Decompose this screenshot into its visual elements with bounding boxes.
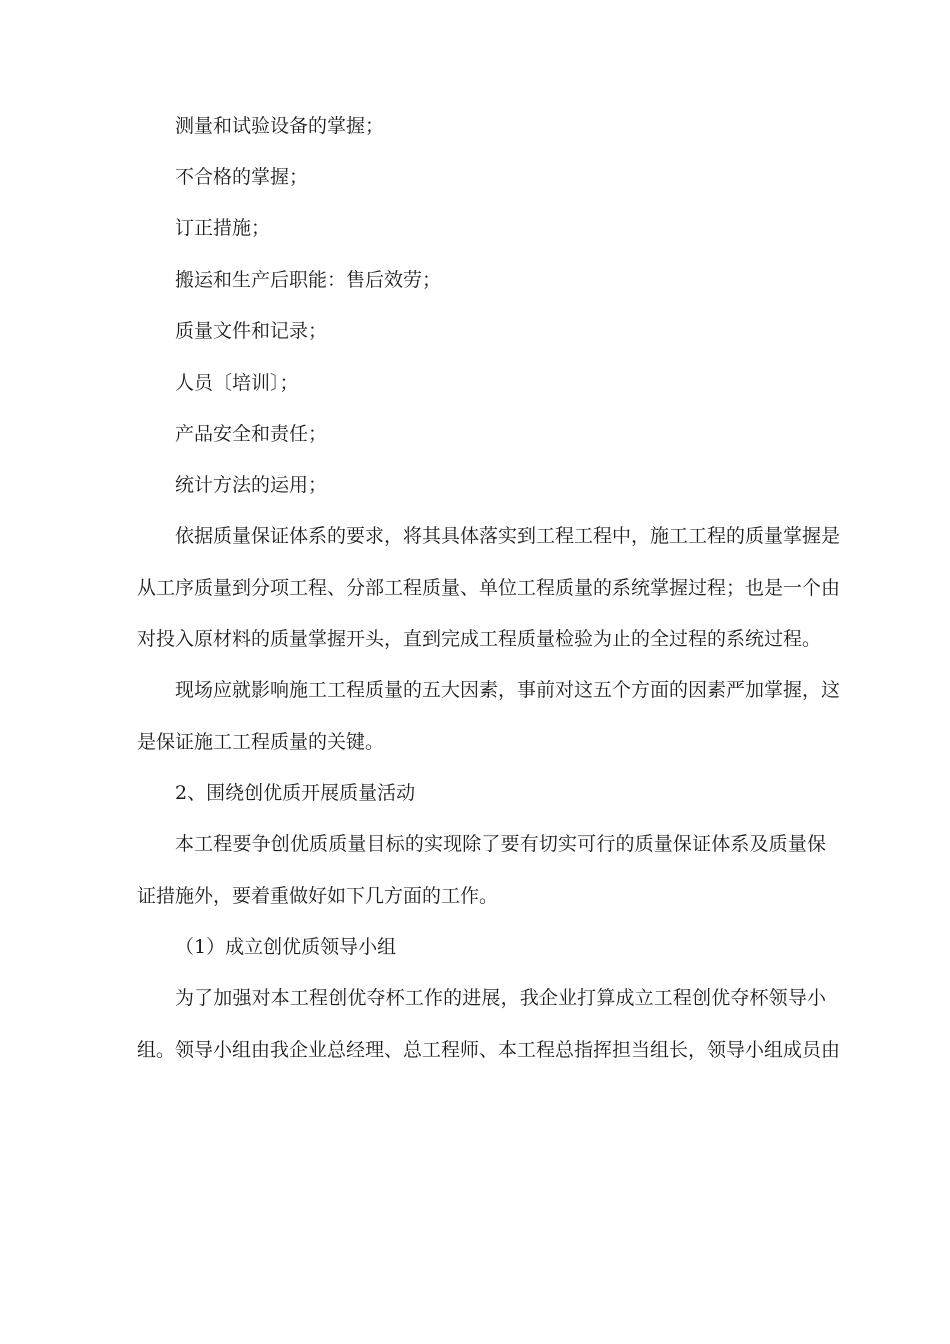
list-item-corrective: 订正措施； <box>175 217 271 239</box>
list-item-records: 质量文件和记录； <box>175 320 328 342</box>
paragraph-2-line-2: 是保证施工工程质量的关键。 <box>137 731 385 753</box>
paragraph-4-line-1: 为了加强对本工程创优夺杯工作的进展，我企业打算成立工程创优夺杯领导小 <box>175 987 826 1009</box>
paragraph-1-line-3: 对投入原材料的质量掌握开头，直到完成工程质量检验为止的全过程的系统过程。 <box>137 628 822 650</box>
list-item-safety: 产品安全和责任； <box>175 423 328 445</box>
paragraph-4-line-2: 组。领导小组由我企业总经理、总工程师、本工程总指挥担当组长，领导小组成员由 <box>137 1039 841 1061</box>
section-heading-2: 2、围绕创优质开展质量活动 <box>175 782 416 804</box>
list-item-statistics: 统计方法的运用； <box>175 474 328 496</box>
paragraph-2-line-1: 现场应就影响施工工程质量的五大因素，事前对这五个方面的因素严加掌握，这 <box>175 679 841 701</box>
paragraph-1-line-1: 依据质量保证体系的要求，将其具体落实到工程工程中，施工工程的质量掌握是 <box>175 525 841 547</box>
list-item-nonconformity: 不合格的掌握； <box>175 166 309 188</box>
subheading-1: （1）成立创优质领导小组 <box>175 936 397 958</box>
paragraph-3-line-2: 证措施外，要着重做好如下几方面的工作。 <box>137 885 499 907</box>
paragraph-1-line-2: 从工序质量到分项工程、分部工程质量、单位工程质量的系统掌握过程；也是一个由 <box>137 577 841 599</box>
list-item-measurement: 测量和试验设备的掌握； <box>175 115 385 137</box>
paragraph-3-line-1: 本工程要争创优质质量目标的实现除了要有切实可行的质量保证体系及质量保 <box>175 833 826 855</box>
list-item-personnel: 人员〔培训〕； <box>175 372 299 394</box>
list-item-handling: 搬运和生产后职能：售后效劳； <box>175 269 442 291</box>
